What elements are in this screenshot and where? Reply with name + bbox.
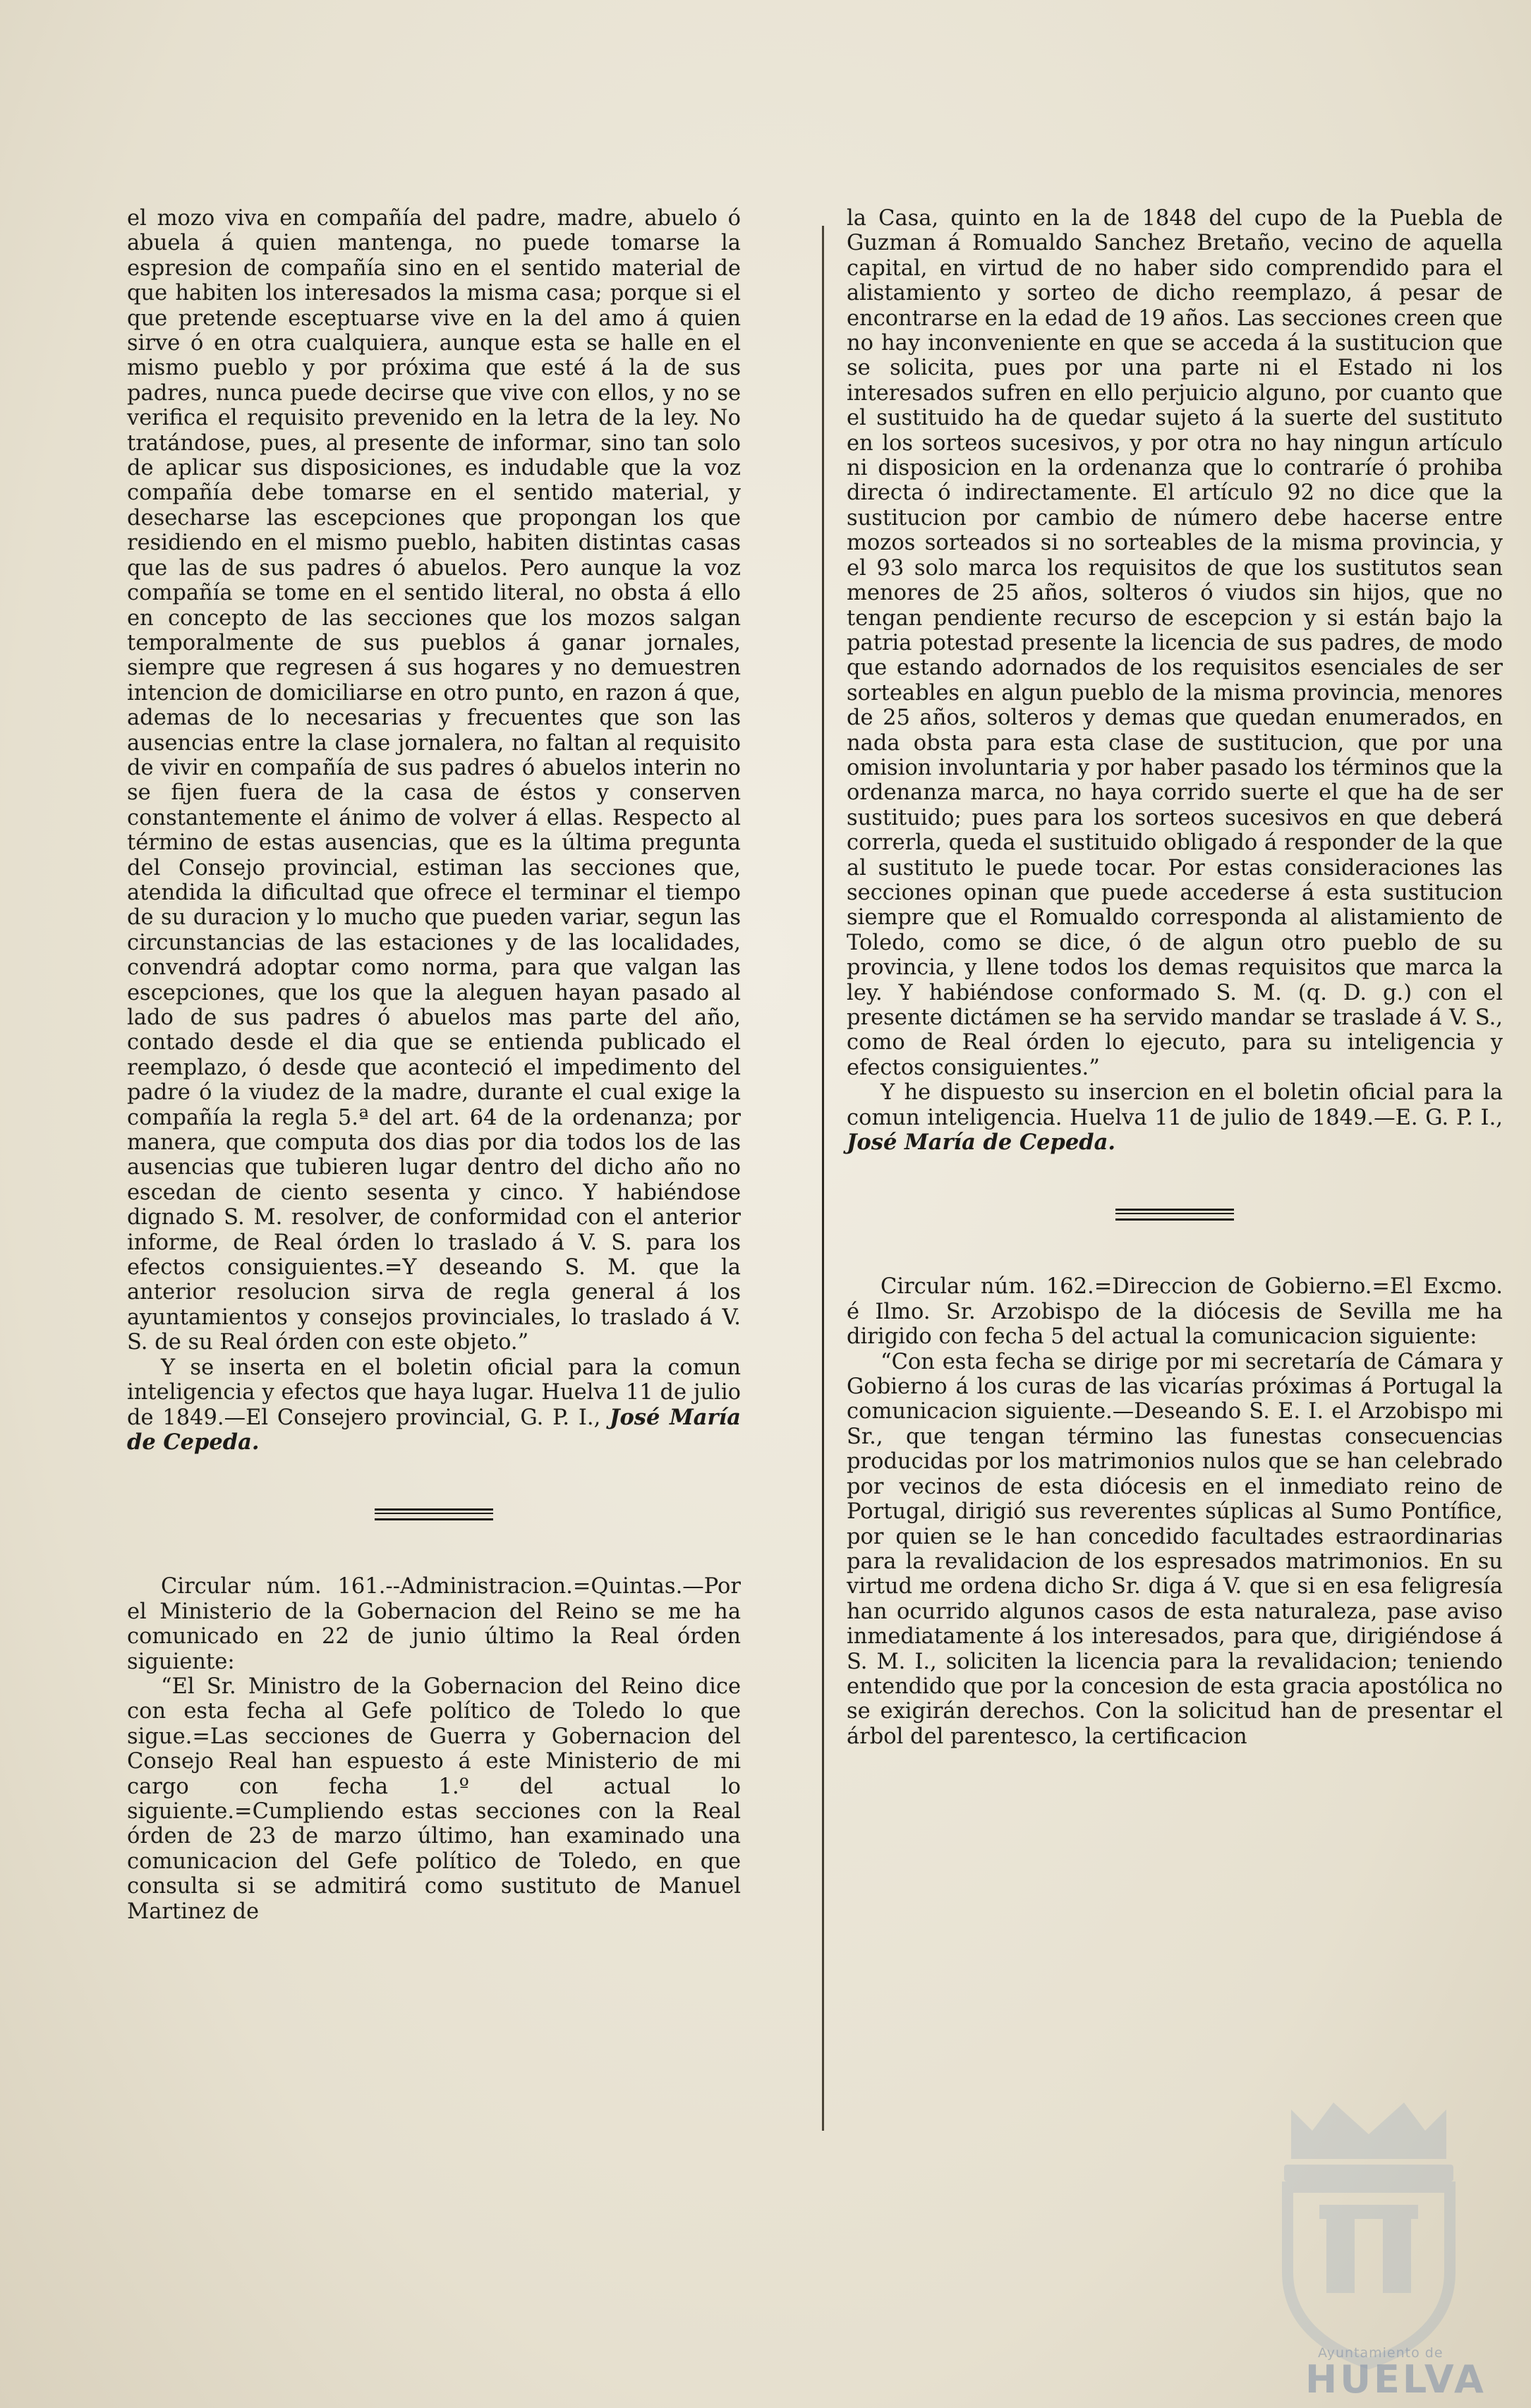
left-insertion-note: Y se inserta en el boletin oficial para la comun inteligencia y efectos que haya lugar. Huelva 11 de julio de 1849.—El Consejero provincial, G. P. I., xyxy=(127,1355,741,1430)
right-signature: José María de Cepeda. xyxy=(847,1130,1115,1156)
circular-162-heading: Circular núm. 162.=Direccion de Gobierno.=El Excmo. é Ilmo. Sr. Arzobispo de la diócesis de Sevilla me ha dirigido con fecha 5 del actual la comunicacion siguiente: xyxy=(847,1274,1503,1350)
circular-161-heading: Circular núm. 161.--Administracion.=Quintas.—Por el Ministerio de la Gobernacion del Reino se me ha comunicado en 22 de junio último la Real órden siguiente: xyxy=(127,1574,741,1674)
circular-162-body: “Con esta fecha se dirige por mi secretaría de Cámara y Gobierno á los curas de las vicarías próximas á Portugal la comunicacion siguiente.—Deseando S. E. I. el Arzobispo mi Sr., que tengan término las funestas consecuencias producidas por los matrimonios nulos que se han celebrado por vecinos de esta diócesis en el inmediato reino de Portugal, dirigió sus reverentes súplicas al Sumo Pontífice, por quien se le han concedido facultades estraordinarias para la revalidacion de los espresados matrimonios. En su virtud me ordena dicho Sr. diga á V. que si en esa feligresía han ocurrido algunos casos de esta naturaleza, pase aviso inmediatamente á los interesados, para que, dirigiéndose á S. M. I., soliciten la licencia para la revalidacion; teniendo entendido que por la concesion de esta gracia apostólica no se exigirán derechos. Con la solicitud han de presentar el árbol del parentesco, la certificacion xyxy=(847,1349,1503,1749)
column-divider xyxy=(822,226,824,2131)
right-paragraph-1: la Casa, quinto en la de 1848 del cupo de la Puebla de Guzman á Romualdo Sanchez Bretaño, vecino de aquella capital, en virtud de no haber sido comprendido para el alistamiento y sorteo de dicho reemplazo, á pesar de encontrarse en la edad de 19 años. Las secciones creen que no hay inconveniente en que se acceda á la sustitucion que se solicita, pues por una parte ni el Estado ni los interesados sufren en ello perjuicio alguno, por cuanto que el sustituido ha de quedar sujeto á la suerte del sustituto en los sorteos sucesivos, y por otra no hay ningun artículo ni disposicion en la ordenanza que lo contraríe ó prohiba directa ó indirectamente. El artículo 92 no dice que la sustitucion por cambio de número debe hacerse entre mozos sorteados si no sorteables de la misma provincia, y el 93 solo marca los requisitos de que los sustitutos sean menores de 25 años, solteros ó viudos sin hijos, que no tengan pendiente recurso de escepcion y si están bajo la patria potestad presente la licencia de sus padres, de modo que estando adornados de los requisitos esenciales de ser sorteables en algun pueblo de la misma provincia, menores de 25 años, solteros y demas que quedan enumerados, en nada obsta para esta clase de sustitucion, que por una omision involuntaria y por haber pasado los términos que la ordenanza marca, no haya corrido suerte el que ha de ser sustituido; pues para los sorteos sucesivos en que deberá correrla, queda el sustituido obligado á responder de la que al sustituto le puede tocar. Por estas consideraciones las secciones opinan que puede accederse á esta sustitucion siempre que el Romualdo corresponda al alistamiento de Toledo, como se dice, ó de algun otro pueblo de su provincia, y llene todos los demas requisitos que marca la ley. Y habiéndose conformado S. M. (q. D. g.) con el presente dictámen se ha servido mandar se traslade á V. S., como de Real órden lo ejecuto, para su inteligencia y efectos consiguientes.” xyxy=(847,206,1503,1080)
left-signature: José María de Cepeda. xyxy=(127,1404,741,1455)
section-separator xyxy=(1115,1209,1234,1221)
circular-161-body: “El Sr. Ministro de la Gobernacion del Reino dice con esta fecha al Gefe político de Toledo lo que sigue.=Las secciones de Guerra y Gobernacion del Consejo Real han espuesto á este Ministerio de mi cargo con fecha 1.º del actual lo siguiente.=Cumpliendo estas secciones con la Real órden de 23 de marzo último, han examinado una comunicacion del Gefe político de Toledo, en que consulta si se admitirá como sustituto de Manuel Martinez de xyxy=(127,1674,741,1924)
left-paragraph-2 xyxy=(127,1355,741,1456)
right-insertion-note: Y he dispuesto su insercion en el boletin oficial para la comun inteligencia. Huelva 11 de julio de 1849.—E. G. P. I., xyxy=(847,1080,1503,1130)
watermark-small-text: Ayuntamiento de xyxy=(1318,2345,1444,2361)
watermark-big-text: HUELVA xyxy=(1305,2357,1487,2402)
left-column xyxy=(127,206,741,1924)
right-column xyxy=(847,206,1503,1749)
archive-watermark xyxy=(1305,2345,1503,2402)
section-separator xyxy=(375,1508,493,1520)
left-paragraph-1: el mozo viva en compañía del padre, madre, abuelo ó abuela á quien mantenga, no puede tomarse la espresion de compañía sino en el sentido material de que habiten los interesados la misma casa; porque si el que pretende esceptuarse vive en la del amo á quien sirve ó en otra cualquiera, aunque esta se halle en el mismo pueblo y por próxima que esté á la de sus padres, nunca puede decirse que vive con ellos, y no se verifica el requisito prevenido en la letra de la ley. No tratándose, pues, al presente de informar, sino tan solo de aplicar sus disposiciones, es indudable que la voz compañía debe tomarse en el sentido material, y desecharse las escepciones que propongan los que residiendo en el mismo pueblo, habiten distintas casas que las de sus padres ó abuelos. Pero aunque la voz compañía se tome en el sentido literal, no obsta á ello en concepto de las secciones que los mozos salgan temporalmente de sus pueblos á ganar jornales, siempre que regresen á sus hogares y no demuestren intencion de domiciliarse en otro punto, en razon á que, ademas de lo necesarias y frecuentes que son las ausencias entre la clase jornalera, no faltan al requisito de vivir en compañía de sus padres ó abuelos interin no se fijen fuera de la casa de éstos y conserven constantemente el ánimo de volver á ellas. Respecto al término de estas ausencias, que es la última pregunta del Consejo provincial, estiman las secciones que, atendida la dificultad que ofrece el terminar el tiempo de su duracion y lo mucho que pueden variar, segun las circunstancias de las estaciones y de las localidades, convendrá adoptar como norma, para que valgan las escepciones, que los que la aleguen hayan pasado al lado de sus padres ó abuelos mas parte del año, contado desde el dia que se entienda publicado el reemplazo, ó desde que aconteció el impedimento del padre ó la viudez de la madre, durante el cual exige la compañía la regla 5.ª del art. 64 de la ordenanza; por manera, que computa dos dias por dia todos los de las ausencias que tubieren lugar dentro del dicho año no escedan de ciento sesenta y cinco. Y habiéndose dignado S. M. resolver, de conformidad con el anterior informe, de Real órden lo traslado á V. S. para los efectos consiguientes.=Y deseando S. M. que la anterior resolucion sirva de regla general á los ayuntamientos y consejos provinciales, lo traslado á V. S. de su Real órden con este objeto.” xyxy=(127,206,741,1355)
crown-castle-crest-icon xyxy=(1235,2081,1503,2385)
right-paragraph-2 xyxy=(847,1080,1503,1155)
